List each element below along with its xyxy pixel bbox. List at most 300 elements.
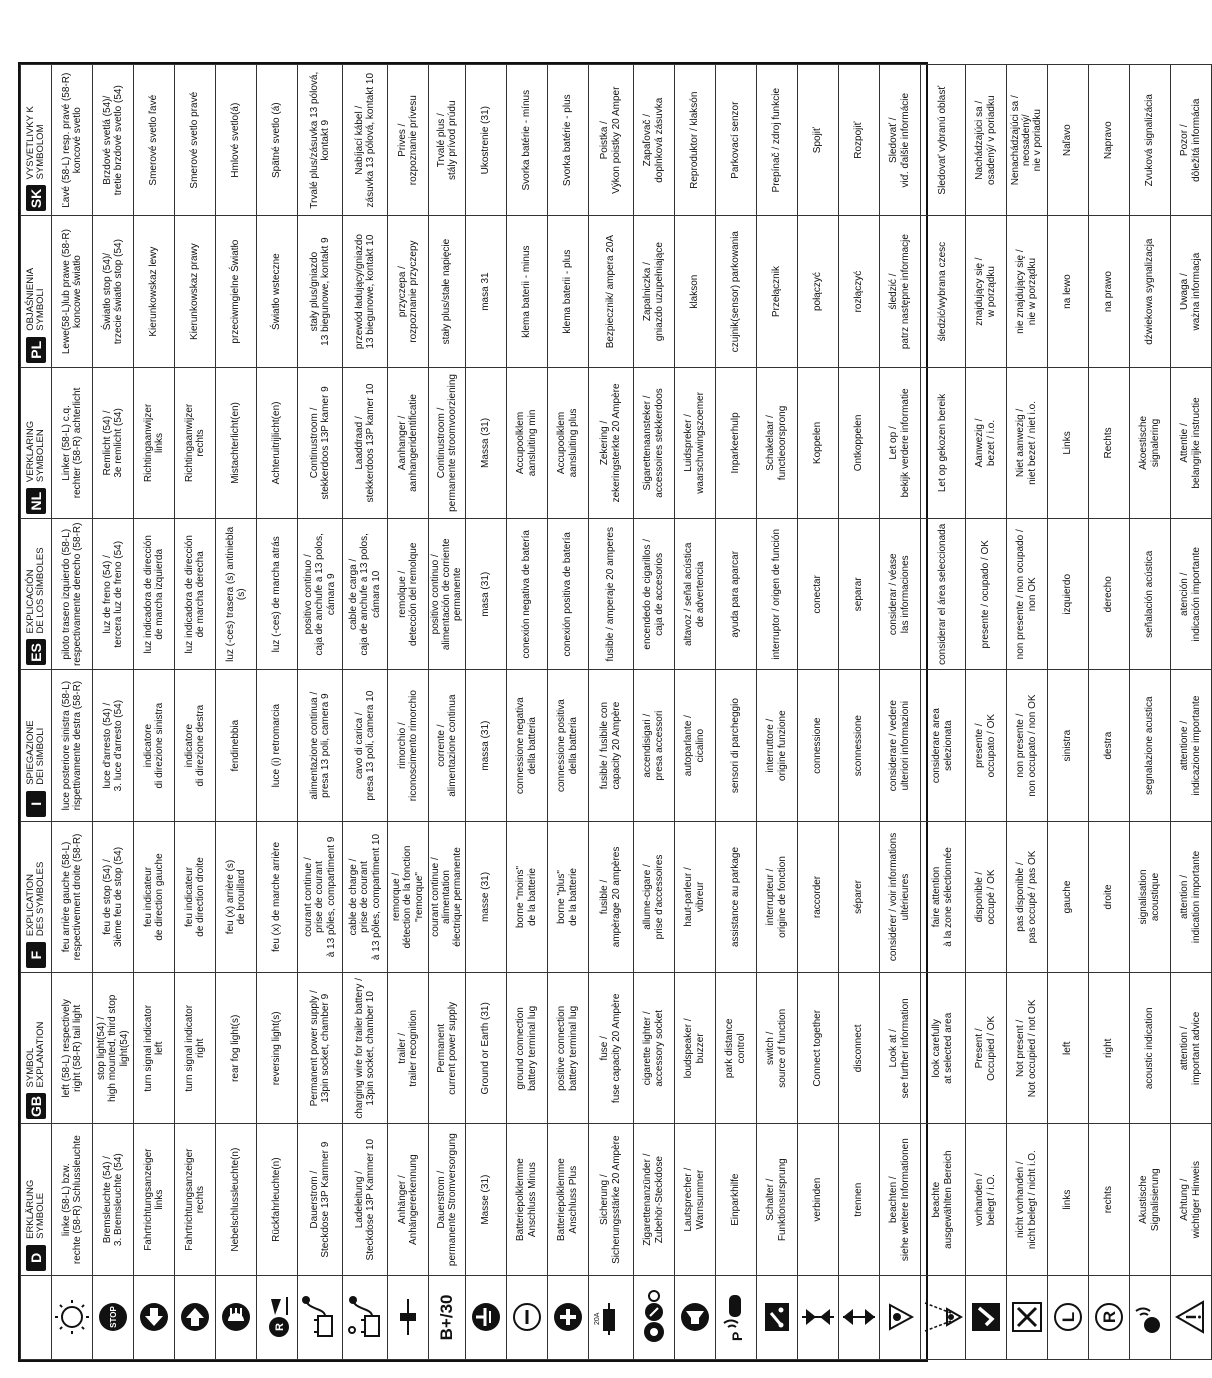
legend-cell-i: segnalazione acustica: [1129, 670, 1170, 821]
legend-cell-f: remorque / détection de la fonction "remorque": [388, 821, 429, 972]
legend-cell-i: indicatore di direzione destra: [175, 670, 216, 821]
legend-cell-i: luce d'arresto (54) / 3. luce d'arresto (54): [93, 670, 134, 821]
legend-cell-sk: Spojiť: [797, 65, 838, 216]
legend-cell-sk: Poistka / Výkon poistky 20 Amper: [588, 65, 633, 216]
park-distance-icon: [715, 1275, 756, 1359]
legend-cell-sk: Svorka batérie - mínus: [506, 65, 547, 216]
legend-cell-f: gauche: [1047, 821, 1088, 972]
legend-cell-es: ayuda para aparcar: [715, 519, 756, 670]
reverse-light-icon: [257, 1275, 298, 1359]
legend-cell-nl: Inparkeerhulp: [715, 367, 756, 518]
language-header-title: VYSVETLIVKY K SYMBOLOM: [24, 106, 46, 180]
legend-cell-d: Zigarettenanzünder / Zubehör-Steckdose: [633, 1124, 674, 1275]
language-header-title: SYMBOL EXPLANATION: [24, 1021, 46, 1088]
legend-cell-f: courant continue / alimentation électrique permanente: [429, 821, 466, 972]
legend-row: [506, 65, 547, 1360]
legend-cell-f: droite: [1088, 821, 1129, 972]
legend-cell-es: non presente / non ocupado / non OK: [1006, 519, 1047, 670]
legend-cell-f: feu arrière gauche (58-L) respectivement droite (58-R): [52, 821, 93, 972]
circled-letter-r-icon: [1088, 1275, 1129, 1359]
legend-cell-es: considerar el área seleccionada: [920, 519, 965, 670]
legend-cell-gb: Connect together: [797, 973, 838, 1124]
legend-cell-f: cable de charge / prise de courant à 13 pôles, compartiment 10: [343, 821, 388, 972]
legend-cell-nl: Remlicht (54) / 3e remlicht (54): [93, 367, 134, 518]
legend-row: [879, 65, 920, 1360]
legend-cell-f: raccorder: [797, 821, 838, 972]
legend-cell-gb: turn signal indicator left: [134, 973, 175, 1124]
legend-cell-nl: Koppelen: [797, 367, 838, 518]
ground-icon: [465, 1275, 506, 1359]
legend-cell-f: borne "plus" de la batterie: [547, 821, 588, 972]
language-header-i: [21, 670, 52, 821]
legend-cell-gb: cigarette lighter / accessory socket: [633, 973, 674, 1124]
legend-cell-f: masse (31): [465, 821, 506, 972]
legend-cell-es: positivo continuo / alimentación de corriente permanente: [429, 519, 466, 670]
legend-cell-sk: Prepínač / zdroj funkcie: [756, 65, 797, 216]
acoustic-icon: [1129, 1275, 1170, 1359]
legend-cell-d: Dauerstrom / permanente Stromversorgung: [429, 1124, 466, 1275]
svg-text:P: P: [728, 1332, 745, 1342]
svg-text:STOP: STOP: [109, 1306, 118, 1329]
legend-cell-nl: Attentie / belangrijke instructie: [1170, 367, 1211, 518]
legend-cell-gb: ground connection battery terminal lug: [506, 973, 547, 1124]
legend-cell-pl: Światło stop (54)/ trzecie światło stop (54): [93, 216, 134, 367]
legend-cell-d: beachte ausgewählten Bereich: [920, 1124, 965, 1275]
minus-icon: [506, 1275, 547, 1359]
legend-cell-pl: rozłączyć: [838, 216, 879, 367]
legend-cell-nl: Let op gekozen bereik: [920, 367, 965, 518]
legend-cell-d: Batteriepolklemme Anschluss Plus: [547, 1124, 588, 1275]
legend-row: [1088, 65, 1129, 1360]
legend-cell-f: pas disponible / pas occupé / pas OK: [1006, 821, 1047, 972]
language-header-title: EXPLICATION DES SYMBOLES: [24, 861, 46, 937]
language-badge-gb: GB: [26, 1093, 46, 1119]
legend-cell-d: trennen: [838, 1124, 879, 1275]
legend-cell-pl: przyczepa / rozpoznanie przyczepy: [388, 216, 429, 367]
legend-cell-i: non presente / non occupato / non OK: [1006, 670, 1047, 821]
legend-cell-nl: Aanhanger / aanhangeridentificatie: [388, 367, 429, 518]
legend-cell-pl: znajdujący się / w porządku: [965, 216, 1006, 367]
legend-cell-i: fendinebbia: [216, 670, 257, 821]
legend-row: [1006, 65, 1047, 1360]
legend-cell-sk: Pozor / dôležitá informácia: [1170, 65, 1211, 216]
legend-cell-sk: Ľavé (58-L) resp. pravé (58-R) koncové svetlo: [52, 65, 93, 216]
legend-cell-es: conexión positiva de batería: [547, 519, 588, 670]
legend-cell-pl: na lewo: [1047, 216, 1088, 367]
legend-cell-i: corrente / alimentazione continua: [429, 670, 466, 821]
legend-cell-es: luz (-ces) de marcha atrás: [257, 519, 298, 670]
legend-cell-nl: Sigarettenaansteker / accessoires stekkerdoos: [633, 367, 674, 518]
legend-cell-pl: nie znajdujący się / nie w porządku: [1006, 216, 1047, 367]
legend-cell-i: attentione / indicazione importante: [1170, 670, 1211, 821]
symbol-legend-table: [20, 64, 1212, 1360]
legend-cell-i: indicatore di direzione sinistra: [134, 670, 175, 821]
legend-cell-d: Fahrtrichtungsanzeiger rechts: [175, 1124, 216, 1275]
legend-cell-nl: Ontkoppelen: [838, 367, 879, 518]
legend-cell-gb: disconnect: [838, 973, 879, 1124]
language-header-pl: [21, 216, 52, 367]
tail-light-icon: [52, 1275, 93, 1359]
legend-cell-f: disponible / occupé / OK: [965, 821, 1006, 972]
legend-cell-sk: Naľavo: [1047, 65, 1088, 216]
legend-cell-d: Fahrtrichtungsanzeiger links: [134, 1124, 175, 1275]
disconnect-icon: [838, 1275, 879, 1359]
legend-cell-nl: Let op / bekijk verdere informatie: [879, 367, 920, 518]
legend-row: [715, 65, 756, 1360]
legend-cell-d: Lautsprecher / Warnsummer: [674, 1124, 715, 1275]
plus-icon: [547, 1275, 588, 1359]
legend-cell-sk: Reproduktor / klaksón: [674, 65, 715, 216]
legend-row: [633, 65, 674, 1360]
legend-cell-es: atención / indicación importante: [1170, 519, 1211, 670]
legend-cell-sk: Smerové svetlo ľavé: [134, 65, 175, 216]
check-icon: [965, 1275, 1006, 1359]
symbol-legend-sheet: [18, 62, 1202, 1362]
legend-cell-i: massa (31): [465, 670, 506, 821]
trailer-icon: [388, 1275, 429, 1359]
legend-row: [429, 65, 466, 1360]
legend-cell-f: courant continue / prise de courant à 13 pôles, compartiment 9: [298, 821, 343, 972]
legend-cell-pl: na prawo: [1088, 216, 1129, 367]
legend-row: [797, 65, 838, 1360]
language-badge-nl: NL: [26, 488, 46, 514]
legend-cell-d: Anhänger / Anhängererkennung: [388, 1124, 429, 1275]
legend-cell-es: positivo continuo / caja de anchufe a 13 polos, cámara 9: [298, 519, 343, 670]
svg-text:R: R: [274, 1323, 286, 1332]
legend-cell-pl: Zapalniczka / gniazdo uzupełniające: [633, 216, 674, 367]
legend-cell-es: presente / ocupado / OK: [965, 519, 1006, 670]
legend-cell-es: conexión negativa de batería: [506, 519, 547, 670]
legend-cell-gb: left: [1047, 973, 1088, 1124]
legend-cell-d: linke (58-L) bzw. rechte (58-R) Schlussleuchte: [52, 1124, 93, 1275]
legend-row: [674, 65, 715, 1360]
legend-cell-gb: turn signal indicator right: [175, 973, 216, 1124]
legend-cell-f: attention / indication importante: [1170, 821, 1211, 972]
legend-cell-i: sconnessione: [838, 670, 879, 821]
legend-cell-i: fusible / fusibile con capacity 20 Ampère: [588, 670, 633, 821]
legend-cell-sk: Trvalé plus/zásuvka 13 pólová, kontakt 9: [298, 65, 343, 216]
legend-row: [965, 65, 1006, 1360]
language-header-f: [21, 821, 52, 972]
legend-cell-d: rechts: [1088, 1124, 1129, 1275]
legend-cell-sk: Smerové svetlo pravé: [175, 65, 216, 216]
language-header-title: OBJAŚNIENIA SYMBOLI: [24, 267, 46, 331]
legend-cell-d: Ladeleitung / Steckdose 13P Kammer 10: [343, 1124, 388, 1275]
legend-cell-d: Sicherung / Sicherungsstärke 20 Ampère: [588, 1124, 633, 1275]
legend-row: [93, 65, 134, 1360]
legend-cell-i: connessione positiva della batteria: [547, 670, 588, 821]
legend-cell-gb: left (58-L) respectively right (58-R) tail light: [52, 973, 93, 1124]
legend-cell-f: séparer: [838, 821, 879, 972]
language-badge-sk: SK: [26, 185, 46, 211]
legend-row: [388, 65, 429, 1360]
legend-cell-gb: Present / Occupied / OK: [965, 973, 1006, 1124]
legend-cell-es: luz indicadora de dirección de marcha izquierda: [134, 519, 175, 670]
circled-letter-l-icon: [1047, 1275, 1088, 1359]
legend-cell-nl: Schakelaar / functieoorsprong: [756, 367, 797, 518]
legend-cell-pl: stały plus/gniazdo 13 biegunowe, kontakt 9: [298, 216, 343, 367]
legend-cell-gb: rear fog light(s): [216, 973, 257, 1124]
legend-cell-es: luz (-ces) trasera (s) antiniebla (s): [216, 519, 257, 670]
svg-text:R: R: [1099, 1311, 1119, 1324]
legend-cell-es: señalación acústica: [1129, 519, 1170, 670]
legend-cell-sk: Sledovať vybranú oblasť: [920, 65, 965, 216]
language-header-sk: [21, 65, 52, 216]
legend-cell-i: alimentazione continua / presa 13 poli, camera 9: [298, 670, 343, 821]
legend-cell-i: destra: [1088, 670, 1129, 821]
legend-cell-sk: Trvalé plus / stály prívod prúdu: [429, 65, 466, 216]
legend-cell-d: verbinden: [797, 1124, 838, 1275]
language-badge-i: I: [26, 791, 46, 817]
language-header-title: SPIEGAZIONE DEI SIMBOLI: [24, 720, 46, 785]
legend-row: [52, 65, 93, 1360]
legend-cell-nl: Aanwezig / bezet / i.o.: [965, 367, 1006, 518]
legend-cell-gb: look carefully at selected area: [920, 973, 965, 1124]
symbol-column-header: [21, 1275, 52, 1359]
legend-cell-pl: Uwaga / ważna informacja: [1170, 216, 1211, 367]
legend-cell-gb: right: [1088, 973, 1129, 1124]
legend-cell-d: links: [1047, 1124, 1088, 1275]
legend-cell-f: feu (x) de marche arrière: [257, 821, 298, 972]
language-header-title: ERKLÄRUNG SYMBOLE: [24, 1179, 46, 1239]
legend-cell-nl: Linker (58-L) c.q. rechter (58-R) achterlicht: [52, 367, 93, 518]
legend-cell-es: altavoz / señal acústica de advertencia: [674, 519, 715, 670]
legend-cell-es: luz de freno (54) / tercera luz de freno (54): [93, 519, 134, 670]
language-header-gb: [21, 973, 52, 1124]
language-header-title: EXPLICACIÓN DE LOS SÍMBOLES: [24, 547, 46, 634]
warning-icon: [1170, 1275, 1211, 1359]
legend-cell-gb: Ground or Earth (31): [465, 973, 506, 1124]
legend-cell-d: Schalter / Funktionsursprung: [756, 1124, 797, 1275]
legend-cell-sk: Nabíjací kábel / zásuvka 13 pólová, kontakt 10: [343, 65, 388, 216]
language-badge-pl: PL: [26, 337, 46, 363]
legend-cell-sk: Zvuková signalizácia: [1129, 65, 1170, 216]
legend-cell-es: conectar: [797, 519, 838, 670]
legend-cell-nl: Laaddraad / stekkerdoos 13P kamer 10: [343, 367, 388, 518]
legend-cell-pl: masa 31: [465, 216, 506, 367]
legend-row: [134, 65, 175, 1360]
legend-cell-f: fusible / ampèrage 20 ampères: [588, 821, 633, 972]
legend-cell-i: cavo di carica / presa 13 poli, camera 10: [343, 670, 388, 821]
legend-row: [257, 65, 298, 1360]
charging-wire-icon: [343, 1275, 388, 1359]
fuse-icon: [588, 1275, 633, 1359]
legend-cell-f: borne "moins" de la batterie: [506, 821, 547, 972]
legend-cell-sk: Spätné svetlo (á): [257, 65, 298, 216]
legend-cell-gb: trailer / trailer recognition: [388, 973, 429, 1124]
legend-cell-sk: Svorka batérie - plus: [547, 65, 588, 216]
legend-cell-nl: Richtingaanwijzer links: [134, 367, 175, 518]
legend-cell-es: remolque / detección del remolque: [388, 519, 429, 670]
legend-cell-pl: stały plus/stałe napięcie: [429, 216, 466, 367]
legend-cell-f: feu (x) arrière (s) de brouillard: [216, 821, 257, 972]
legend-cell-pl: śledzić / patrz następne informacje: [879, 216, 920, 367]
legend-cell-nl: Massa (31): [465, 367, 506, 518]
legend-cell-d: Achtung / wichtiger Hinweis: [1170, 1124, 1211, 1275]
legend-cell-nl: Achteruitrijlicht(en): [257, 367, 298, 518]
legend-cell-gb: attention / important advice: [1170, 973, 1211, 1124]
language-badge-de: D: [26, 1245, 46, 1271]
header-row: [21, 65, 52, 1360]
legend-cell-i: luce (i) retromarcia: [257, 670, 298, 821]
legend-cell-d: Bremsleuchte (54) / 3. Bremsleuchte (54): [93, 1124, 134, 1275]
legend-cell-nl: Richtingaanwijzer rechts: [175, 367, 216, 518]
legend-cell-pl: klema baterii - minus: [506, 216, 547, 367]
legend-cell-d: nicht vorhanden / nicht belegt / nicht i.O.: [1006, 1124, 1047, 1275]
legend-cell-i: sinistra: [1047, 670, 1088, 821]
legend-cell-gb: Permanent power supply / 13pin socket, chamber 9: [298, 973, 343, 1124]
language-badge-es: ES: [26, 639, 46, 665]
eye-icon: [879, 1275, 920, 1359]
legend-cell-es: separar: [838, 519, 879, 670]
legend-cell-i: luce posteriore sinistra (58-L) rispettivamente destra (58-R): [52, 670, 93, 821]
legend-cell-nl: Akoestische signalering: [1129, 367, 1170, 518]
legend-cell-f: signalisation acoustique: [1129, 821, 1170, 972]
legend-cell-sk: Parkovací senzor: [715, 65, 756, 216]
legend-cell-gb: loudspeaker / buzzer: [674, 973, 715, 1124]
legend-cell-nl: Continustroom / permanente stroomvoorziening: [429, 367, 466, 518]
cross-icon: [1006, 1275, 1047, 1359]
legend-cell-es: derecho: [1088, 519, 1129, 670]
fog-light-icon: [216, 1275, 257, 1359]
legend-cell-f: interrupteur / origine de fonction: [756, 821, 797, 972]
legend-cell-i: considerare area selezionata: [920, 670, 965, 821]
legend-cell-es: piloto trasero izquierdo (58-L) respectivamente derecho (58-R): [52, 519, 93, 670]
legend-cell-i: presente / occupato / OK: [965, 670, 1006, 821]
loudspeaker-icon: [674, 1275, 715, 1359]
legend-row: [175, 65, 216, 1360]
legend-cell-gb: Look at / see further information: [879, 973, 920, 1124]
legend-cell-gb: switch / source of function: [756, 973, 797, 1124]
legend-cell-gb: fuse / fuse capacity 20 Ampère: [588, 973, 633, 1124]
legend-cell-pl: połączyć: [797, 216, 838, 367]
legend-cell-f: feu de stop (54) / 3ième feu de stop (54): [93, 821, 134, 972]
legend-cell-i: sensori di parcheggio: [715, 670, 756, 821]
legend-cell-nl: Zekering / zekeringsterkte 20 Ampère: [588, 367, 633, 518]
legend-cell-pl: czujnik(sensor) parkowania: [715, 216, 756, 367]
legend-cell-pl: przewód ładujący/gniazdo 13 biegunowe, kontakt 10: [343, 216, 388, 367]
legend-cell-d: Rückfahrleuchte(n): [257, 1124, 298, 1275]
legend-cell-sk: Hmlové svetlo(á): [216, 65, 257, 216]
legend-cell-es: cable de carga / caja de anchufe a 13 polos, cámara 10: [343, 519, 388, 670]
legend-row: [838, 65, 879, 1360]
switch-icon: [756, 1275, 797, 1359]
legend-cell-es: encendedo de cigarillos / caja de accesorios: [633, 519, 674, 670]
stop-light-icon: [93, 1275, 134, 1359]
legend-row: [588, 65, 633, 1360]
legend-row: [1129, 65, 1170, 1360]
cigarette-lighter-icon: [633, 1275, 674, 1359]
legend-cell-sk: Prives / rozpoznanie prívesu: [388, 65, 429, 216]
legend-cell-pl: Lewe(58-L)lub prawe (58-R) koncowe światło: [52, 216, 93, 367]
legend-cell-nl: Luidspreker / waarschuwingszoemer: [674, 367, 715, 518]
svg-text:L: L: [1058, 1312, 1078, 1323]
legend-cell-gb: charging wire for trailer battery / 13pin socket, chamber 10: [343, 973, 388, 1124]
legend-cell-es: izquierdo: [1047, 519, 1088, 670]
legend-cell-i: autoparlante / cicalino: [674, 670, 715, 821]
legend-cell-pl: Przełącznik: [756, 216, 797, 367]
symbol-text: [429, 1275, 466, 1359]
b-plus-30-label: B+/30: [437, 1294, 457, 1341]
connect-icon: [797, 1275, 838, 1359]
legend-cell-gb: reversing light(s): [257, 973, 298, 1124]
permanent-supply-icon: [298, 1275, 343, 1359]
legend-row: [756, 65, 797, 1360]
legend-cell-gb: Permanent current power supply: [429, 973, 466, 1124]
legend-cell-pl: przeciwmgielne Światło: [216, 216, 257, 367]
legend-cell-nl: Niet aanwezig / niet bezet / niet i.o.: [1006, 367, 1047, 518]
language-header-title: VERKLARING SYMBOLEN: [24, 420, 46, 483]
language-badge-f: F: [26, 942, 46, 968]
legend-cell-nl: Rechts: [1088, 367, 1129, 518]
legend-cell-pl: Kierunkowskaz prawy: [175, 216, 216, 367]
legend-cell-gb: acoustic indication: [1129, 973, 1170, 1124]
legend-cell-es: interruptor / origen de función: [756, 519, 797, 670]
svg-text:20A: 20A: [593, 1312, 601, 1326]
legend-cell-sk: Ukostrenie (31): [465, 65, 506, 216]
legend-cell-d: Einparkhilfe: [715, 1124, 756, 1275]
legend-cell-pl: Kierunkowskaz lewy: [134, 216, 175, 367]
legend-cell-sk: Rozpojiť: [838, 65, 879, 216]
legend-cell-i: connessione: [797, 670, 838, 821]
language-header-nl: [21, 367, 52, 518]
legend-cell-f: allume-cigare / prise d'accessoires: [633, 821, 674, 972]
legend-cell-pl: Bezpiecznik/ ampera 20A: [588, 216, 633, 367]
legend-row: [343, 65, 388, 1360]
legend-cell-gb: stop light(54) / high mounted, third stop light(54): [93, 973, 134, 1124]
legend-cell-nl: Links: [1047, 367, 1088, 518]
turn-left-icon: [134, 1275, 175, 1359]
legend-cell-sk: Napravo: [1088, 65, 1129, 216]
legend-cell-nl: Accupoolklem aansluiting min: [506, 367, 547, 518]
legend-row: [216, 65, 257, 1360]
legend-cell-f: feu indicateur de direction droite: [175, 821, 216, 972]
legend-cell-es: masa (31): [465, 519, 506, 670]
legend-cell-pl: klakson: [674, 216, 715, 367]
legend-cell-gb: Not present / Not occupied / not OK: [1006, 973, 1047, 1124]
legend-row: [1047, 65, 1088, 1360]
legend-cell-pl: dźwiekowa sygnalizacja: [1129, 216, 1170, 367]
legend-cell-d: beachten / siehe weitere Informationen: [879, 1124, 920, 1275]
legend-cell-es: considerar / véase las informaciones: [879, 519, 920, 670]
legend-cell-d: Akustische Signalisierung: [1129, 1124, 1170, 1275]
legend-cell-es: fusible / amperaje 20 amperes: [588, 519, 633, 670]
legend-cell-sk: Brzdové svetlá (54)/ tretie brzdové svetlo (54): [93, 65, 134, 216]
legend-cell-nl: Continustroom / stekkerdoos 13P kamer 9: [298, 367, 343, 518]
turn-right-icon: [175, 1275, 216, 1359]
legend-cell-i: connessione negativa della batteria: [506, 670, 547, 821]
legend-cell-f: assistance au parkage: [715, 821, 756, 972]
legend-cell-f: faire attention à la zone sélectionnée: [920, 821, 965, 972]
legend-cell-i: interruttore / origine funzione: [756, 670, 797, 821]
language-header-es: [21, 519, 52, 670]
language-header-de: [21, 1124, 52, 1275]
legend-cell-pl: śledzić/wybrana czesc: [920, 216, 965, 367]
legend-cell-pl: Światło wsteczne: [257, 216, 298, 367]
legend-cell-d: Batteriepolklemme Anschluss Minus: [506, 1124, 547, 1275]
legend-cell-sk: Nenachádzajúci sa / neosadený/ nie v poriadku: [1006, 65, 1047, 216]
legend-cell-nl: Mistachterlicht(en): [216, 367, 257, 518]
legend-cell-sk: Zapaľovač / doplnková zásuvka: [633, 65, 674, 216]
legend-cell-d: Nebelschlussleuchte(n): [216, 1124, 257, 1275]
legend-row: [298, 65, 343, 1360]
legend-cell-i: rimorchio / riconoscimento rimorchio: [388, 670, 429, 821]
legend-row: [465, 65, 506, 1360]
legend-cell-d: Dauerstrom / Steckdose 13P Kammer 9: [298, 1124, 343, 1275]
legend-cell-gb: park distance control: [715, 973, 756, 1124]
legend-cell-gb: positive connection battery terminal lug: [547, 973, 588, 1124]
legend-cell-f: considérer / voir informations ultérieures: [879, 821, 920, 972]
